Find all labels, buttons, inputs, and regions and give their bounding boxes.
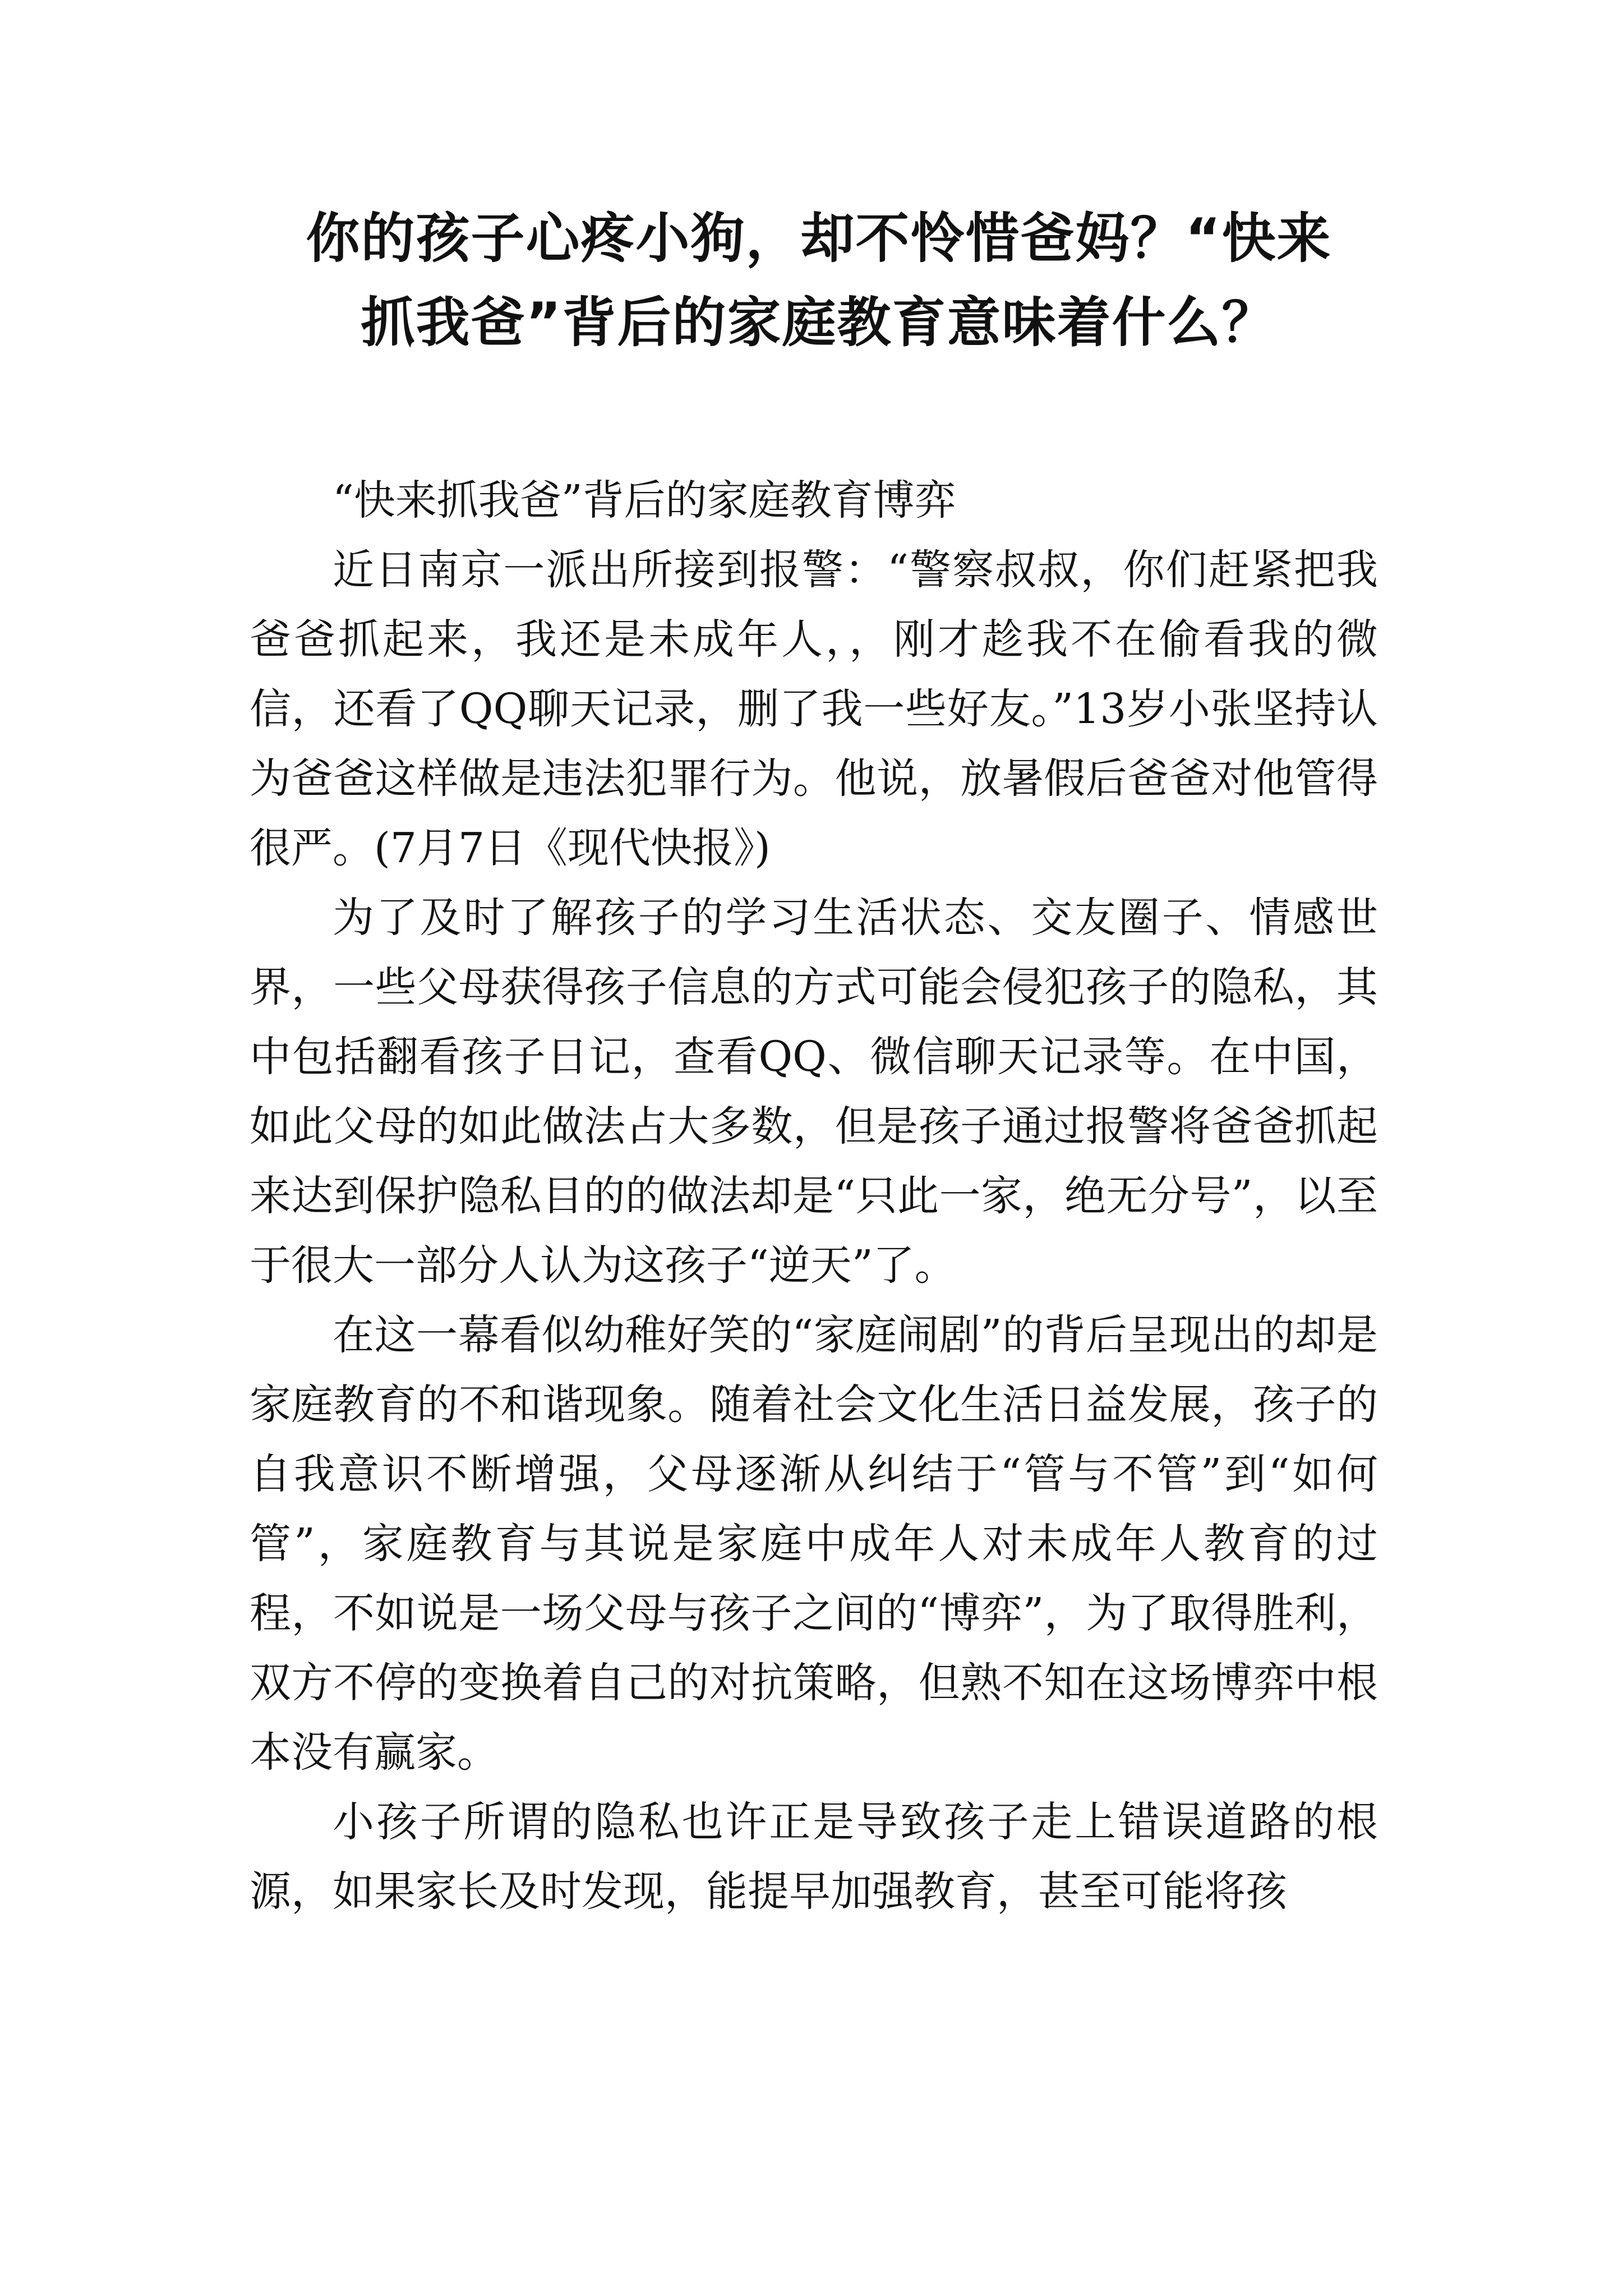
paragraph-1: 近日南京一派出所接到报警：“警察叔叔，你们赶紧把我爸爸抓起来，我还是未成年人，，刚才趁我不在偷看我的微信，还看了QQ聊天记录，删了我一些好友。”13岁小张坚持认为爸爸这样做是违法犯罪行为。他说，放暑假后爸爸对他管得很严。(7月7日《现代快报》) [250, 546, 1378, 872]
paragraph-4: 小孩子所谓的隐私也许正是导致孩子走上错误道路的根源，如果家长及时发现，能提早加强教育，甚至可能将孩 [250, 1798, 1378, 1916]
subtitle: “快来抓我爸”背后的家庭教育博弈 [333, 476, 956, 524]
title-line-1: 你的孩子心疼小狗，却不怜惜爸妈？“快来 [306, 207, 1332, 270]
title-line-2: 抓我爸”背后的家庭教育意味着什么？ [361, 291, 1277, 354]
paragraph-2: 为了及时了解孩子的学习生活状态、交友圈子、情感世界，一些父母获得孩子信息的方式可能会侵犯孩子的隐私，其中包括翻看孩子日记，查看QQ、微信聊天记录等。在中国，如此父母的如此做法占大多数，但是孩子通过报警将爸爸抓起来达到保护隐私目的的做法却是“只此一家，绝无分号”，以至于很大一部分人认为这孩子“逆天”了。 [250, 894, 1378, 1290]
document-title [236, 196, 1402, 365]
document-body [250, 466, 1378, 1926]
paragraph-3: 在这一幕看似幼稚好笑的“家庭闹剧”的背后呈现出的却是家庭教育的不和谐现象。随着社会文化生活日益发展，孩子的自我意识不断增强，父母逐渐从纠结于“管与不管”到“如何管”，家庭教育与其说是家庭中成年人对未成年人教育的过程，不如说是一场父母与孩子之间的“博弈”，为了取得胜利，双方不停的变换着自己的对抗策略，但熟不知在这场博弈中根本没有赢家。 [250, 1311, 1378, 1777]
